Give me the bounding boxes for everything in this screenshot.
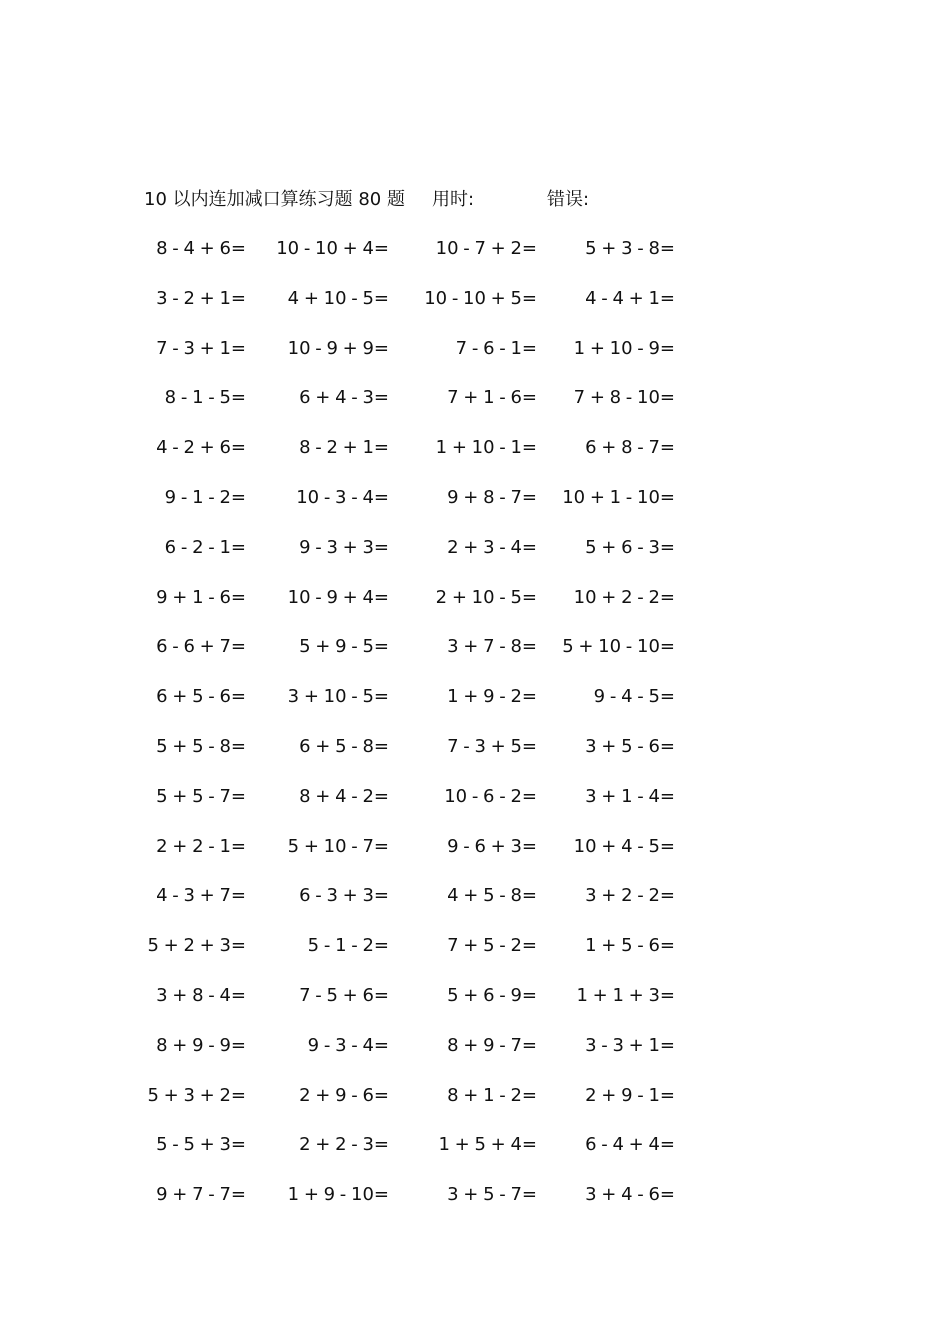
problem-cell: 6 + 8 - 7= bbox=[585, 437, 675, 459]
problem-row bbox=[0, 632, 950, 662]
problem-cell: 1 + 9 - 2= bbox=[447, 686, 537, 708]
problem-cell: 3 - 2 + 1= bbox=[156, 287, 246, 309]
problem-row bbox=[0, 682, 950, 712]
problem-cell: 5 + 2 + 3= bbox=[147, 935, 246, 957]
problem-cell: 10 + 2 - 2= bbox=[573, 586, 675, 608]
problem-cell: 3 + 8 - 4= bbox=[156, 985, 246, 1006]
problem-cell: 3 + 5 - 7= bbox=[447, 1184, 537, 1206]
problem-cell: 3 - 3 + 1= bbox=[585, 1034, 675, 1056]
problem-cell: 7 + 1 - 6= bbox=[447, 387, 537, 409]
problem-cell: 4 + 5 - 8= bbox=[447, 885, 537, 907]
problem-row bbox=[0, 832, 950, 862]
problem-cell: 6 - 3 + 3= bbox=[299, 885, 389, 907]
problem-cell: 2 + 3 - 4= bbox=[447, 536, 537, 558]
problem-row bbox=[0, 1130, 950, 1160]
problem-cell: 8 - 1 - 5= bbox=[164, 387, 246, 409]
problem-cell: 8 - 2 + 1= bbox=[299, 437, 389, 459]
problem-cell: 5 + 9 - 5= bbox=[299, 636, 389, 658]
problem-cell: 5 + 10 - 7= bbox=[287, 835, 389, 857]
problem-cell: 9 + 8 - 7= bbox=[447, 487, 537, 508]
problem-row bbox=[0, 533, 950, 563]
problem-cell: 6 + 5 - 6= bbox=[156, 686, 246, 708]
problem-cell: 9 - 3 - 4= bbox=[307, 1034, 389, 1056]
problem-cell: 4 - 3 + 7= bbox=[156, 885, 246, 907]
problem-cell: 6 - 4 + 4= bbox=[585, 1134, 675, 1156]
problem-cell: 3 + 4 - 6= bbox=[585, 1184, 675, 1206]
problem-row bbox=[0, 981, 950, 1011]
problem-cell: 9 + 7 - 7= bbox=[156, 1184, 246, 1206]
problem-cell: 6 + 5 - 8= bbox=[299, 736, 389, 757]
problem-cell: 10 + 1 - 10= bbox=[562, 487, 675, 508]
problem-row bbox=[0, 334, 950, 364]
problem-row bbox=[0, 583, 950, 613]
problem-cell: 7 + 5 - 2= bbox=[447, 935, 537, 957]
problem-cell: 8 + 9 - 9= bbox=[156, 1034, 246, 1056]
problem-cell: 4 - 4 + 1= bbox=[585, 287, 675, 309]
problem-row bbox=[0, 732, 950, 762]
problem-cell: 9 - 6 + 3= bbox=[447, 835, 537, 857]
problem-cell: 1 + 10 - 9= bbox=[573, 337, 675, 359]
problem-cell: 10 - 6 - 2= bbox=[444, 785, 537, 807]
problem-cell: 5 + 3 - 8= bbox=[585, 238, 675, 259]
problem-cell: 2 + 10 - 5= bbox=[435, 586, 537, 608]
problem-cell: 5 + 6 - 3= bbox=[585, 536, 675, 558]
problem-cell: 3 + 1 - 4= bbox=[585, 785, 675, 807]
problem-cell: 1 + 9 - 10= bbox=[287, 1184, 389, 1206]
problem-cell: 8 + 9 - 7= bbox=[447, 1034, 537, 1056]
problem-cell: 5 + 5 - 7= bbox=[156, 785, 246, 807]
problem-cell: 3 + 2 - 2= bbox=[585, 885, 675, 907]
problem-cell: 10 - 10 + 4= bbox=[276, 238, 389, 259]
problem-cell: 2 + 2 - 3= bbox=[299, 1134, 389, 1156]
problem-cell: 7 + 8 - 10= bbox=[573, 387, 675, 409]
error-label: 错误: bbox=[547, 189, 590, 210]
problem-cell: 2 + 9 - 1= bbox=[585, 1084, 675, 1106]
problem-row bbox=[0, 931, 950, 961]
problem-cell: 10 - 3 - 4= bbox=[296, 487, 389, 508]
problem-row bbox=[0, 881, 950, 911]
problem-row bbox=[0, 1180, 950, 1210]
problem-cell: 5 + 3 + 2= bbox=[147, 1084, 246, 1106]
problem-cell: 4 + 10 - 5= bbox=[287, 287, 389, 309]
problem-cell: 10 - 7 + 2= bbox=[435, 238, 537, 259]
problem-cell: 5 + 10 - 10= bbox=[562, 636, 675, 658]
problem-cell: 9 + 1 - 6= bbox=[156, 586, 246, 608]
problem-cell: 1 + 10 - 1= bbox=[435, 437, 537, 459]
problem-cell: 5 + 6 - 9= bbox=[447, 985, 537, 1006]
problem-cell: 1 + 5 - 6= bbox=[585, 935, 675, 957]
problem-cell: 6 + 4 - 3= bbox=[299, 387, 389, 409]
problem-row bbox=[0, 234, 950, 264]
problem-cell: 2 + 9 - 6= bbox=[299, 1084, 389, 1106]
problem-cell: 7 - 5 + 6= bbox=[299, 985, 389, 1006]
problem-cell: 5 + 5 - 8= bbox=[156, 736, 246, 757]
problem-cell: 3 + 7 - 8= bbox=[447, 636, 537, 658]
problem-cell: 7 - 3 + 5= bbox=[447, 736, 537, 757]
worksheet-title: 10 以内连加减口算练习题 80 题 bbox=[144, 189, 405, 210]
problem-cell: 6 - 2 - 1= bbox=[164, 536, 246, 558]
problem-row bbox=[0, 483, 950, 513]
problem-cell: 4 - 2 + 6= bbox=[156, 437, 246, 459]
problem-cell: 9 - 4 - 5= bbox=[593, 686, 675, 708]
problem-cell: 3 + 10 - 5= bbox=[287, 686, 389, 708]
problem-row bbox=[0, 433, 950, 463]
problem-row bbox=[0, 1031, 950, 1061]
problem-cell: 1 + 5 + 4= bbox=[438, 1134, 537, 1156]
time-label: 用时: bbox=[432, 189, 475, 210]
problem-row bbox=[0, 782, 950, 812]
problem-cell: 8 - 4 + 6= bbox=[156, 238, 246, 259]
problem-cell: 7 - 6 - 1= bbox=[455, 337, 537, 359]
problem-cell: 9 - 1 - 2= bbox=[164, 487, 246, 508]
problem-cell: 2 + 2 - 1= bbox=[156, 835, 246, 857]
problem-cell: 10 + 4 - 5= bbox=[573, 835, 675, 857]
problem-cell: 5 - 1 - 2= bbox=[307, 935, 389, 957]
problem-cell: 7 - 3 + 1= bbox=[156, 337, 246, 359]
problem-cell: 5 - 5 + 3= bbox=[156, 1134, 246, 1156]
problem-cell: 10 - 9 + 4= bbox=[287, 586, 389, 608]
problem-row bbox=[0, 383, 950, 413]
problem-row bbox=[0, 1081, 950, 1111]
problem-cell: 10 - 9 + 9= bbox=[287, 337, 389, 359]
problem-cell: 1 + 1 + 3= bbox=[576, 985, 675, 1006]
problem-cell: 8 + 1 - 2= bbox=[447, 1084, 537, 1106]
problem-cell: 3 + 5 - 6= bbox=[585, 736, 675, 757]
problem-cell: 8 + 4 - 2= bbox=[299, 785, 389, 807]
problem-cell: 6 - 6 + 7= bbox=[156, 636, 246, 658]
problem-cell: 9 - 3 + 3= bbox=[299, 536, 389, 558]
problem-row bbox=[0, 284, 950, 314]
problem-cell: 10 - 10 + 5= bbox=[424, 287, 537, 309]
